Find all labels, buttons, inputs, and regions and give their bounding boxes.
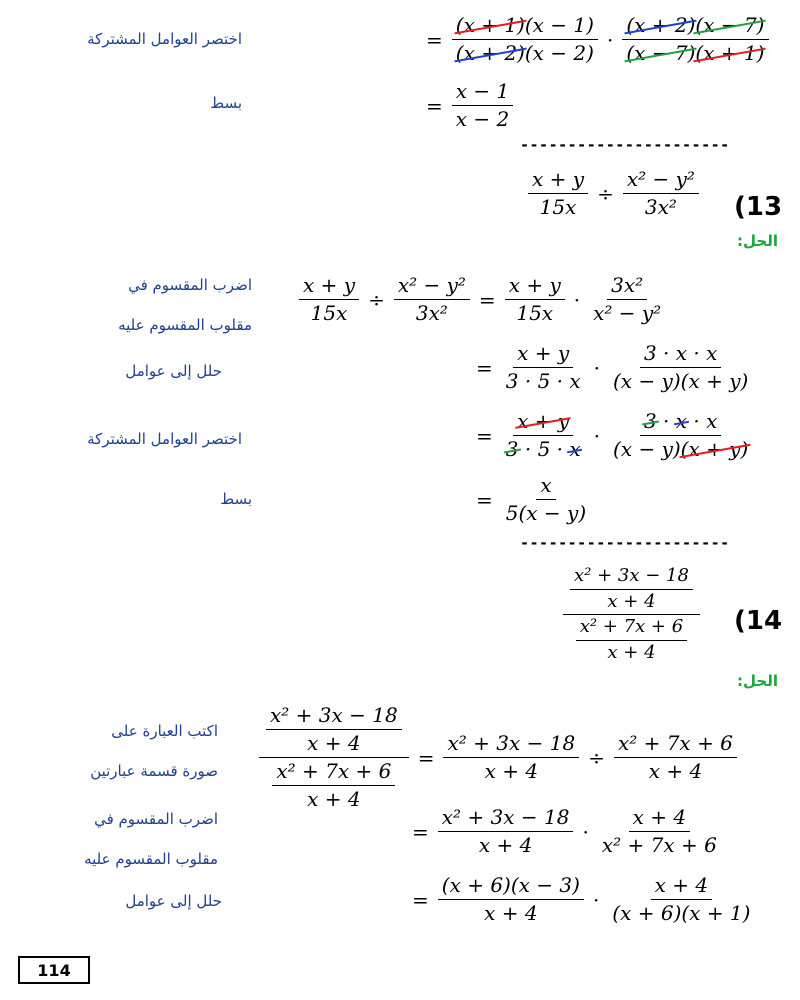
step-13-simplify: = $\frac{x}{5(x - y)}$ <box>476 473 587 525</box>
note-multiply-14-1: اضرب المقسوم في <box>94 810 218 828</box>
note-write-1: اكتب العبارة على <box>111 722 218 740</box>
note-multiply-14-2: مقلوب المقسوم عليه <box>84 850 218 868</box>
simplify-step-top: = $\frac{x - 1}{x - 2}$ <box>420 80 516 131</box>
step-13-multiply: $\frac{x + y}{15x}$ ÷ $\frac{\text{x² − y²}}{\text{3x²}}$ = $\frac{x + y}{15x}$ · $\frac{\text{3x²}}{\text{x² − y²}}$ <box>296 274 668 325</box>
note-factor-13: حلل إلى عوامل <box>125 362 222 380</box>
problem-14-number: (14 <box>734 606 783 636</box>
solution-label-14: الحل: <box>737 672 778 690</box>
note-multiply-1: اضرب المقسوم في <box>128 276 252 294</box>
step-13-factor: = $\frac{x + y}{3 \cdot 5 \cdot x}$ · $\frac{3 \cdot x \cdot x}{(x - y)(x + y)}$ <box>476 341 749 393</box>
note-simplify: بسط <box>210 94 242 112</box>
problem-13-expression: $\frac{x + y}{15x}$ ÷ $\frac{\text{x² − y²}}{\text{3x²}}$ <box>525 168 702 219</box>
fraction: $\frac{(x + 1)(x - 1)}{(x + 2)(x - 2)}$ <box>452 14 598 65</box>
note-multiply-2: مقلوب المقسوم عليه <box>118 316 252 334</box>
problem-14-expression: $\frac{\frac{\text{x² + 3x − 18}}{x + 4}}{\frac{\text{x² + 7x + 6}}{x + 4}}$ <box>560 566 703 664</box>
note-cancel: اختصر العوامل المشتركة <box>87 30 242 48</box>
note-factor-14: حلل إلى عوامل <box>125 892 222 910</box>
divider: ---------------------- <box>520 136 730 154</box>
solution-label-13: الحل: <box>737 232 778 250</box>
step-14-multiply: = $\frac{\text{x² + 3x − 18}}{x + 4}$ · $\frac{x + 4}{\text{x² + 7x + 6}}$ <box>412 805 717 857</box>
page-number: 114 <box>18 956 90 984</box>
fraction: $\frac{x - 1}{x - 2}$ <box>452 80 513 131</box>
divider: ---------------------- <box>520 534 730 552</box>
step-14-factor: = $\frac{(x + 6)(x - 3)}{x + 4}$ · $\frac{x + 4}{(x + 6)(x + 1)}$ <box>412 873 751 925</box>
note-simplify-13: بسط <box>220 490 252 508</box>
cancel-step-top: = $\frac{(x + 1)(x - 1)}{(x + 2)(x - 2)}$ · $\frac{(x + 2)(x - 7)}{(x - 7)(x + 1)}$ <box>420 14 772 65</box>
step-13-cancel: = $\frac{x + y}{3 \cdot 5 \cdot x}$ · $\frac{3 \cdot x \cdot x}{(x - y)(x + y)}$ <box>476 409 749 461</box>
note-write-2: صورة قسمة عبارتين <box>90 762 218 780</box>
problem-13-number: (13 <box>734 192 783 222</box>
note-cancel-13: اختصر العوامل المشتركة <box>87 430 242 448</box>
fraction: $\frac{(x + 2)(x - 7)}{(x - 7)(x + 1)}$ <box>622 14 768 65</box>
step-14-rewrite: $\frac{\frac{\text{x² + 3x − 18}}{x + 4}}{\frac{\text{x² + 7x + 6}}{x + 4}}$ = $\frac{\text{x² + 3x − 18}}{x + 4}$ ÷ $\frac{\text{x² + 7x + 6}}{x + 4}$ <box>256 704 740 811</box>
